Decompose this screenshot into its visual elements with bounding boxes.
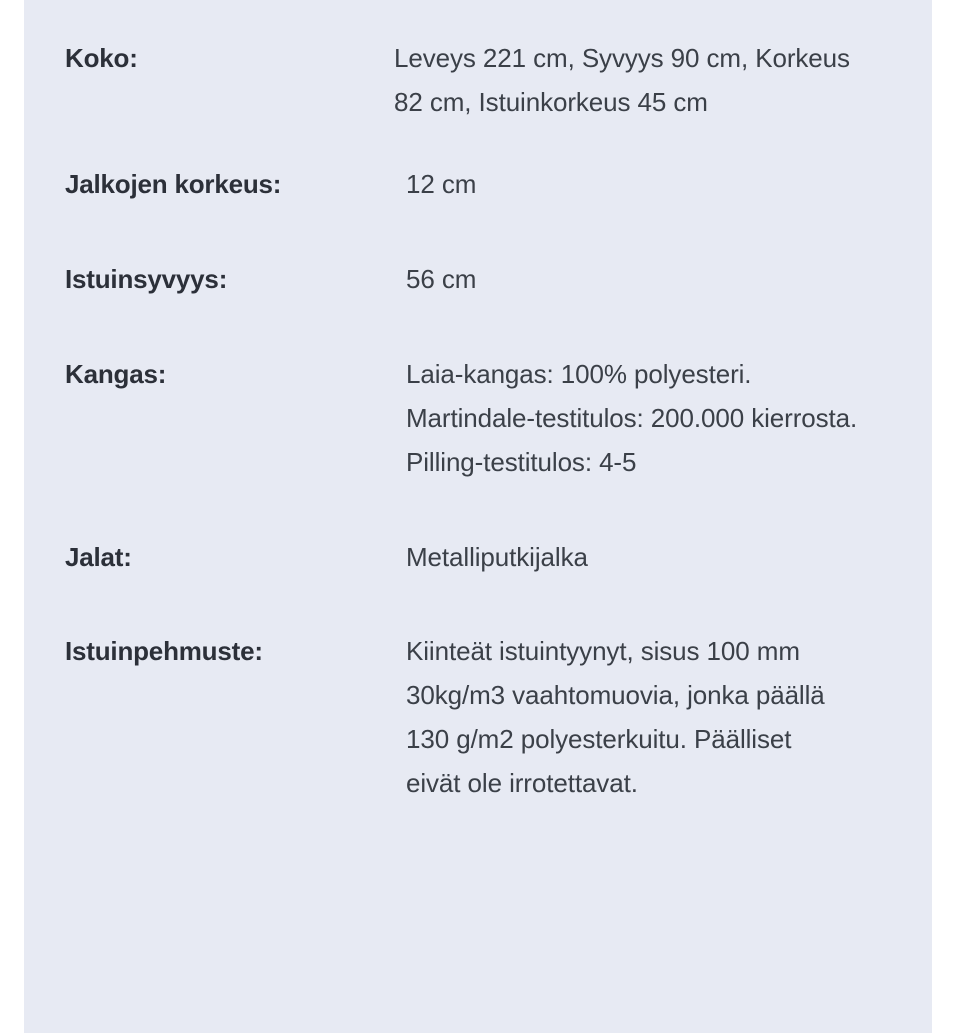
table-row (24, 257, 932, 301)
table-row (24, 629, 932, 805)
spec-label-jalkojen-korkeus: Jalkojen korkeus: (65, 169, 282, 199)
spec-value-jalat: Metalliputkijalka (406, 542, 588, 572)
spec-value-istuinpehmuste: Kiinteät istuintyynyt, sisus 100 mm 30kg/m3 vaahtomuovia, jonka päällä 130 g/m2 polyesterkuitu. Päälliset eivät ole irrotettavat. (406, 636, 825, 798)
spec-value-istuinsyvyys: 56 cm (406, 264, 477, 294)
spec-label-jalat: Jalat: (65, 542, 132, 572)
spec-value-koko: Leveys 221 cm, Syvyys 90 cm, Korkeus 82 cm, Istuinkorkeus 45 cm (394, 43, 850, 117)
table-row (24, 36, 932, 124)
spec-label-kangas: Kangas: (65, 359, 167, 389)
spec-label-istuinsyvyys: Istuinsyvyys: (65, 264, 228, 294)
table-row (24, 162, 932, 206)
product-specifications-panel (24, 0, 932, 1033)
table-row (24, 535, 932, 579)
specifications-table (24, 0, 932, 805)
spec-label-koko: Koko: (65, 43, 138, 73)
spec-value-kangas: Laia-kangas: 100% polyesteri. Martindale-testitulos: 200.000 kierrosta. Pilling-testitulos: 4-5 (406, 359, 858, 477)
table-row (24, 352, 932, 484)
spec-value-jalkojen-korkeus: 12 cm (406, 169, 477, 199)
spec-label-istuinpehmuste: Istuinpehmuste: (65, 636, 263, 666)
